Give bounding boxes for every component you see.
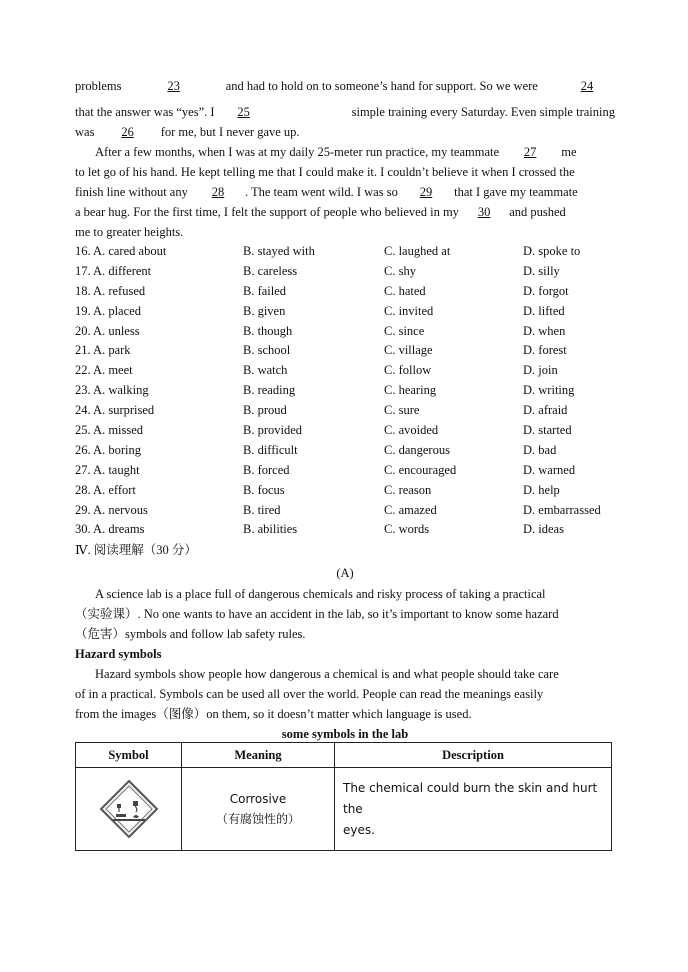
option-row: 25. A. missed B. provided C. avoided D. started bbox=[75, 423, 572, 438]
passage-p2-line: of in a practical. Symbols can be used all over the world. People can read the meanings easily bbox=[75, 687, 544, 702]
hazard-heading: Hazard symbols bbox=[75, 647, 162, 662]
description-line: The chemical could burn the skin and hurt the bbox=[343, 780, 598, 816]
blank-28: 28 bbox=[211, 185, 225, 199]
passage-p1-line: （实验课）. No one wants to have an accident in the lab, so it’s important to know some hazard bbox=[75, 607, 559, 622]
symbol-cell bbox=[76, 768, 182, 851]
cloze-line-1: problems 23 and had to hold on to someone’s hand for support. So we were 24 bbox=[75, 76, 615, 96]
option-row: 24. A. surprised B. proud C. sure D. afraid bbox=[75, 403, 568, 418]
table-caption: some symbols in the lab bbox=[281, 727, 409, 742]
meaning-cn: （有腐蚀性的） bbox=[215, 812, 300, 827]
header-meaning: Meaning bbox=[182, 743, 335, 768]
document-page bbox=[75, 76, 615, 851]
cloze-line-8: me to greater heights. bbox=[75, 225, 184, 239]
option-row: 19. A. placed B. given C. invited D. lifted bbox=[75, 303, 565, 318]
blank-24: 24 bbox=[580, 79, 594, 93]
header-symbol: Symbol bbox=[76, 743, 182, 768]
corrosive-icon bbox=[99, 779, 159, 839]
meaning-en: Corrosive bbox=[229, 792, 287, 807]
blank-30: 30 bbox=[477, 205, 491, 219]
description-line: eyes. bbox=[343, 822, 375, 837]
passage-p1-line: A science lab is a place full of dangerous chemicals and risky process of taking a practical bbox=[95, 587, 546, 602]
option-row: 26. A. boring B. difficult C. dangerous D. bad bbox=[75, 442, 557, 457]
meaning-cell bbox=[182, 768, 335, 851]
option-row: 21. A. park B. school C. village D. forest bbox=[75, 343, 567, 358]
cloze-line-7: a bear hug. For the first time, I felt the support of people who believed in my 30 and pushed bbox=[75, 202, 615, 222]
blank-26: 26 bbox=[121, 125, 134, 139]
symbols-table bbox=[75, 742, 612, 851]
blank-27: 27 bbox=[523, 145, 537, 159]
option-row: 28. A. effort B. focus C. reason D. help bbox=[75, 482, 560, 497]
passage-p2-line: Hazard symbols show people how dangerous a chemical is and what people should take care bbox=[95, 667, 559, 682]
option-row: 22. A. meet B. watch C. follow D. join bbox=[75, 363, 558, 378]
cloze-line-4: After a few months, when I was at my daily 25-meter run practice, my teammate 27 me bbox=[75, 142, 615, 162]
option-row: 29. A. nervous B. tired C. amazed D. embarrassed bbox=[75, 502, 601, 517]
blank-29: 29 bbox=[419, 185, 433, 199]
table-header-row bbox=[76, 743, 612, 768]
option-row: 30. A. dreams B. abilities C. words D. ideas bbox=[75, 522, 564, 537]
cloze-line-2: that the answer was “yes”. I 25 simple training every Saturday. Even simple training bbox=[75, 102, 615, 122]
section-heading: Ⅳ. 阅读理解（30 分） bbox=[75, 543, 197, 558]
cloze-line-6: finish line without any 28 . The team went wild. I was so 29 that I gave my teammate bbox=[75, 182, 615, 202]
blank-25: 25 bbox=[237, 105, 250, 119]
blank-23: 23 bbox=[167, 79, 180, 93]
passage-label: (A) bbox=[336, 566, 354, 581]
option-row: 17. A. different B. careless C. shy D. silly bbox=[75, 263, 560, 278]
table-row bbox=[76, 768, 612, 851]
option-row: 23. A. walking B. reading C. hearing D. writing bbox=[75, 383, 575, 398]
cloze-line-5: to let go of his hand. He kept telling me that I could make it. I couldn’t believe it when I crossed the bbox=[75, 165, 575, 179]
cloze-line-3: was 26 for me, but I never gave up. bbox=[75, 122, 615, 142]
passage-p1-line: （危害）symbols and follow lab safety rules. bbox=[75, 627, 306, 642]
header-description: Description bbox=[335, 743, 612, 768]
description-cell bbox=[335, 768, 612, 851]
option-row: 20. A. unless B. though C. since D. when bbox=[75, 323, 566, 338]
option-row: 27. A. taught B. forced C. encouraged D. warned bbox=[75, 462, 576, 477]
option-row: 16. A. cared about B. stayed with C. laughed at D. spoke to bbox=[75, 244, 581, 258]
passage-p2-line: from the images（图像）on them, so it doesn’t matter which language is used. bbox=[75, 707, 472, 722]
options-list bbox=[75, 242, 615, 540]
option-row: 18. A. refused B. failed C. hated D. forgot bbox=[75, 283, 569, 298]
